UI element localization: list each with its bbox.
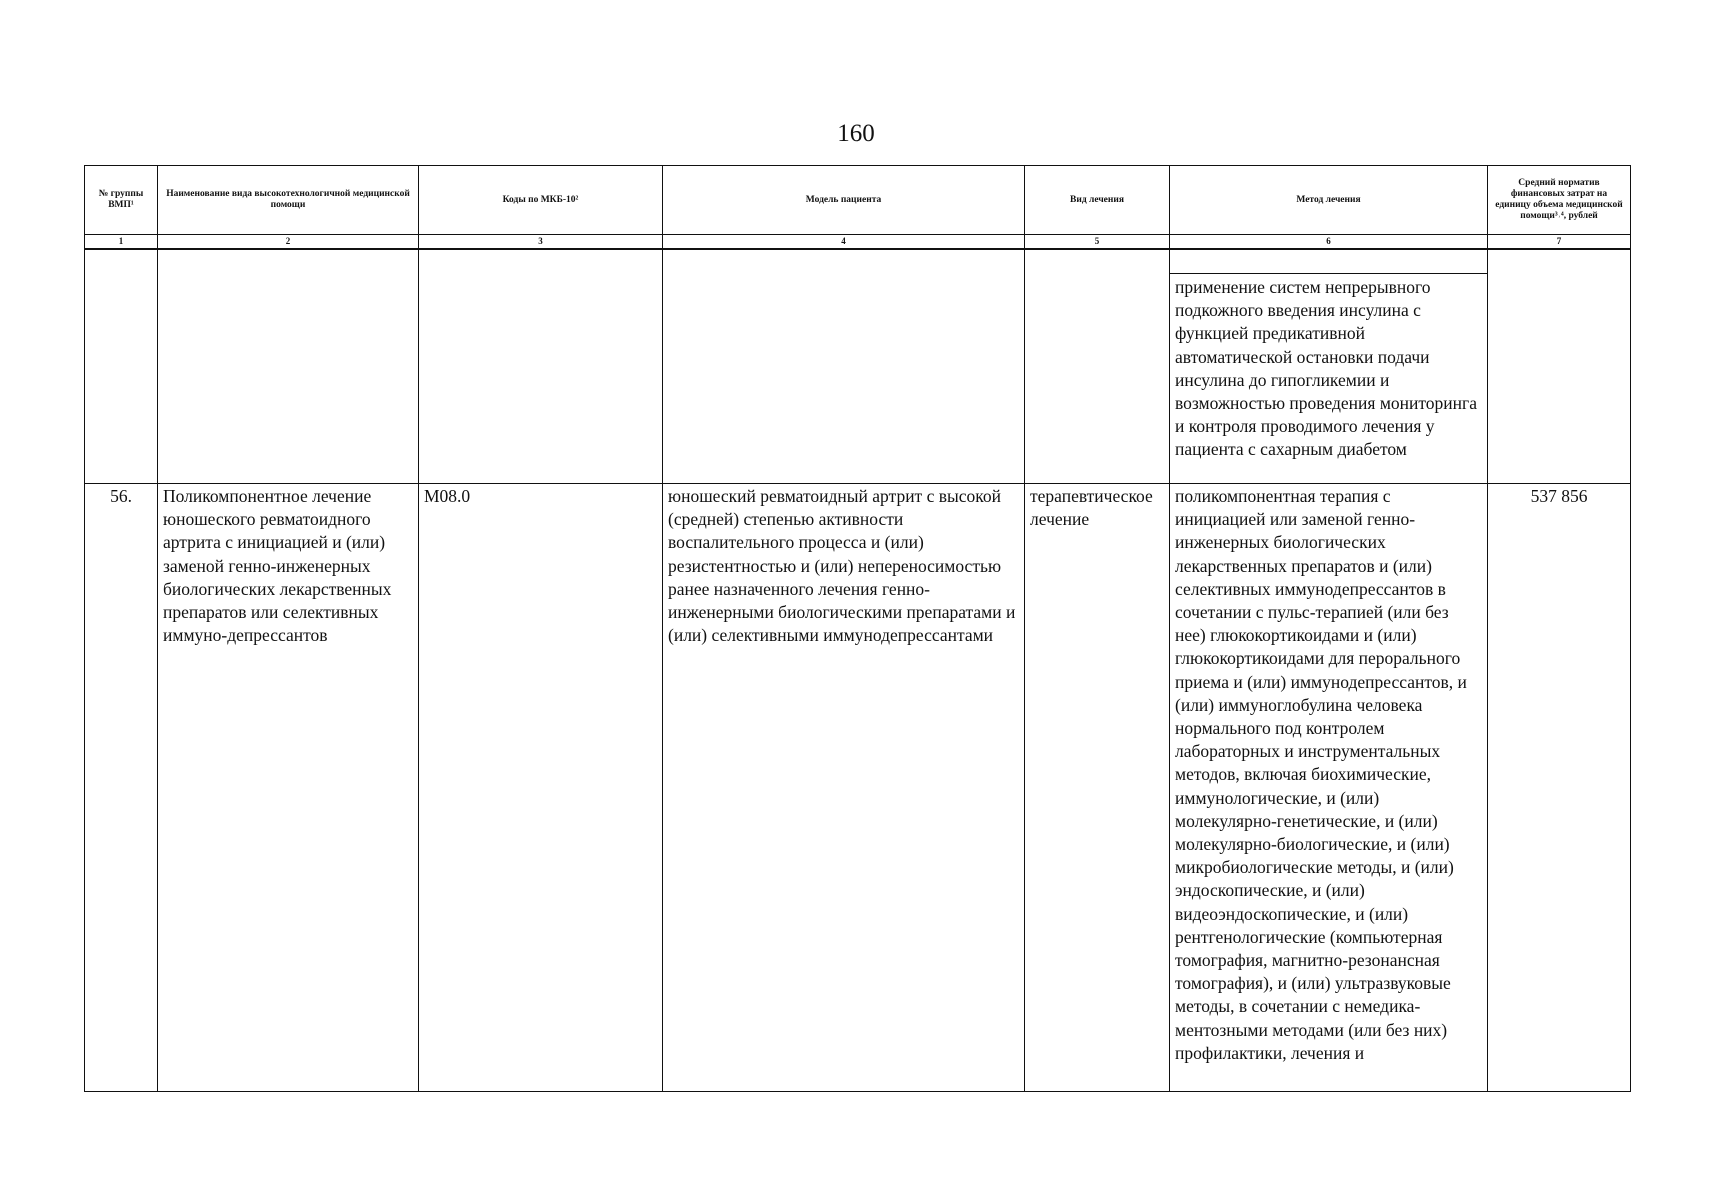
header-care-name: Наименование вида высокотехнологичной медицинской помощи [158,166,419,235]
header-average-cost: Средний норматив финансовых затрат на единицу объема медицинской помощи³˒⁴, рублей [1488,166,1631,235]
header-treatment-type: Вид лечения [1025,166,1170,235]
column-number: 5 [1025,235,1170,250]
group-number: 56. [110,486,132,506]
empty-cell [419,249,663,484]
patient-model: юношеский ревматоидный артрит с высокой (средней) степенью активности воспалительного процесса и (или) резистентностью и (или) непереносимостью ранее назначенного лечения генно-инженерными биологическими препаратами и (или) селективными иммунодепрессантами [668,486,1016,646]
header-icd-codes: Коды по МКБ-10² [419,166,663,235]
header-group-number: № группы ВМП¹ [85,166,158,235]
group-number-cell [85,484,158,1092]
icd-codes-cell [419,484,663,1092]
table-row [85,484,1631,1092]
column-number-row [85,235,1631,250]
column-number: 7 [1488,235,1631,250]
treatment-method-cell [1170,484,1488,1092]
care-name: Поликомпонентное лечение юношеского ревматоидного артрита с инициацией и (или) заменой генно-инженерных биологических лекарственных препаратов или селективных иммуно-депрессантов [163,486,392,646]
table-header-row [85,166,1631,235]
empty-cell [1488,249,1631,484]
column-number: 3 [419,235,663,250]
continuation-row [85,249,1631,484]
empty-cell [85,249,158,484]
column-number: 4 [663,235,1025,250]
care-name-cell [158,484,419,1092]
average-cost: 537 856 [1530,486,1588,506]
average-cost-cell [1488,484,1631,1092]
empty-cell [1025,249,1170,484]
continuation-method-cell [1170,249,1488,484]
continuation-method-text: применение систем непрерывного подкожного введения инсулина с функцией предикативной автоматической остановки подачи инсулина до гипогликемии и возможностью проведения мониторинга и контроля проводимого лечения у пациента с сахарным диабетом [1170,273,1487,462]
icd-codes: M08.0 [424,486,471,506]
treatment-method: поликомпонентная терапия с инициацией или заменой генно-инженерных биологических лекарственных препаратов и (или) селективных иммунодепрессантов в сочетании с пульс-терапией (или без нее) глюкокортикоидами и (или) глюкокортикоидами для перорального приема и (или) иммунодепрессантов, и (или) иммуноглобулина человека нормального под контролем лабораторных и инструментальных методов, включая биохимические, иммунологические, и (или) молекулярно-генетические, и (или) молекулярно-биологические, и (или) микробиологические методы, и (или) эндоскопические, и (или) видеоэндоскопические, и (или) рентгенологические (компьютерная томография, магнитно-резонансная томография), и (или) ультразвуковые методы, в сочетании с немедика-ментозными методами (или без них) профилактики, лечения и [1175,486,1467,1063]
vmp-table [84,165,1631,1092]
header-treatment-method: Метод лечения [1170,166,1488,235]
treatment-type-cell [1025,484,1170,1092]
empty-cell [158,249,419,484]
page-number: 160 [837,120,875,147]
column-number: 1 [85,235,158,250]
column-number: 6 [1170,235,1488,250]
empty-cell [663,249,1025,484]
patient-model-cell [663,484,1025,1092]
treatment-type: терапевтическое лечение [1030,486,1153,530]
header-patient-model: Модель пациента [663,166,1025,235]
column-number: 2 [158,235,419,250]
